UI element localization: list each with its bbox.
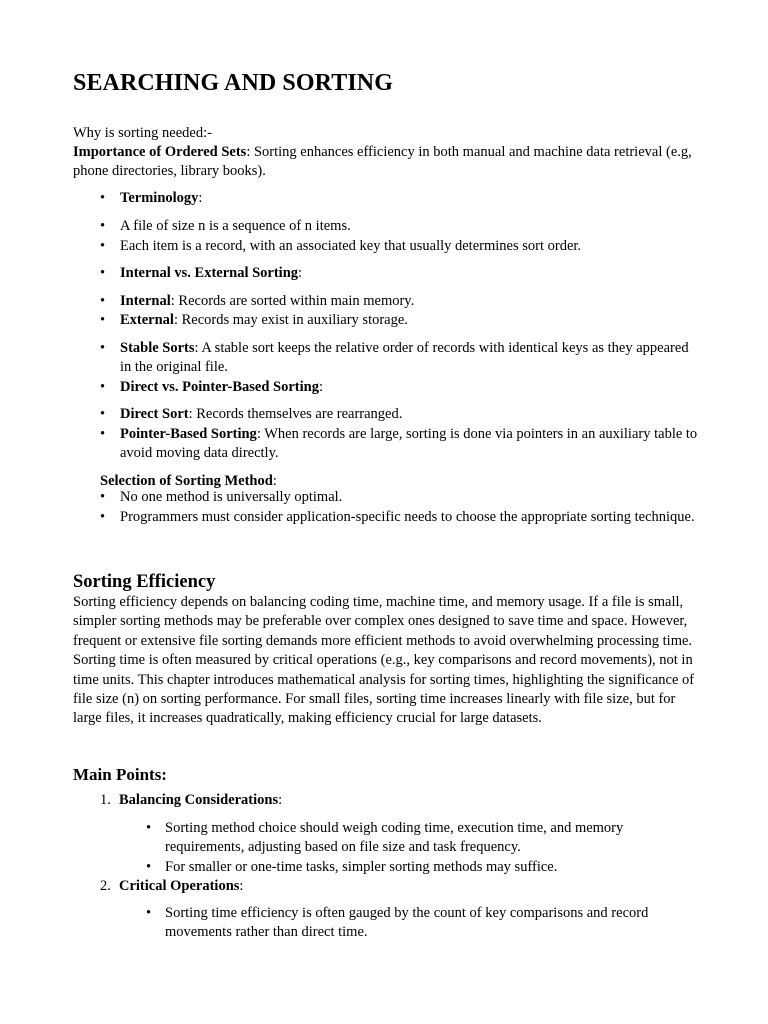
main-points-heading: Main Points: (73, 765, 167, 784)
terminology-label: Terminology (120, 190, 199, 206)
main-point-1-colon: : (278, 792, 283, 808)
main-point-2-number: 2. (100, 878, 111, 894)
direct-text: : Records themselves are rearranged. (188, 406, 403, 422)
bullet-icon: • (100, 218, 106, 234)
sel-item2-text: Programmers must consider application-specific needs to choose the appropriate sorting technique. (120, 509, 695, 525)
bullet-icon: • (100, 340, 106, 356)
bullet-icon: • (100, 312, 106, 328)
main-point-2-label: Critical Operations (119, 878, 240, 894)
dp-label: Direct vs. Pointer-Based Sorting (120, 379, 319, 395)
bullet-icon: • (146, 820, 152, 836)
bullet-icon: • (100, 379, 106, 395)
dp-colon: : (318, 379, 323, 395)
external-label: External (120, 312, 174, 328)
selection-label: Selection of Sorting Method (100, 473, 273, 489)
bullet-icon: • (100, 406, 106, 422)
bullet-icon: • (100, 265, 106, 281)
terminology-colon: : (198, 190, 203, 206)
ie-label: Internal vs. External Sorting (120, 265, 299, 281)
bullet-icon: • (146, 859, 152, 875)
page-title: SEARCHING AND SORTING (73, 70, 393, 96)
pointer-text: : When records are large, sorting is done via pointers in an auxiliary table to avoid moving data directly. (120, 426, 698, 462)
main-point-2-sub1-text: Sorting time efficiency is often gauged by the count of key comparisons and record movements rather than direct time. (165, 905, 649, 941)
bullet-icon: • (100, 190, 106, 206)
stable-text: : A stable sort keeps the relative order of records with identical keys as they appeared in the original file. (120, 340, 689, 376)
efficiency-body: Sorting efficiency depends on balancing coding time, machine time, and memory usage. If a file is small, simpler sorting methods may be preferable over complex ones designed to save time and space. However, frequent or extensive file sorting demands more efficient methods to avoid overwhelming processing time. Sorting time is often measured by critical operations (e.g., key comparisons and record movements), not in time units. This chapter introduces mathematical analysis for sorting times, highlighting the significance of file size (n) on sorting performance. For small files, sorting time increases linearly with file size, but for large files, it increases quadratically, making efficiency crucial for large datasets. (73, 594, 695, 727)
bullet-icon: • (100, 489, 106, 505)
importance-label: Importance of Ordered Sets (73, 144, 247, 160)
sel-item1-text: No one method is universally optimal. (120, 489, 343, 505)
main-point-1-number: 1. (100, 792, 111, 808)
intro-why: Why is sorting needed:- (73, 125, 212, 141)
importance-text: : Sorting enhances efficiency in both manual and machine data retrieval (e.g, phone directories, library books). (73, 144, 692, 180)
bullet-icon: • (100, 293, 106, 309)
direct-label: Direct Sort (120, 406, 189, 422)
internal-label: Internal (120, 293, 171, 309)
ie-colon: : (298, 265, 303, 281)
internal-text: : Records are sorted within main memory. (170, 293, 415, 309)
external-text: : Records may exist in auxiliary storage. (173, 312, 408, 328)
bullet-icon: • (100, 509, 106, 525)
stable-label: Stable Sorts (120, 340, 195, 356)
selection-colon: : (272, 473, 277, 489)
pointer-label: Pointer-Based Sorting (120, 426, 257, 442)
main-point-1-sub2-text: For smaller or one-time tasks, simpler sorting methods may suffice. (165, 859, 558, 875)
main-point-1-sub1-text: Sorting method choice should weigh coding time, execution time, and memory requirements, adjusting based on file size and task frequency. (165, 820, 624, 856)
bullet-icon: • (146, 905, 152, 921)
bullet-icon: • (100, 426, 106, 442)
bullet-icon: • (100, 238, 106, 254)
main-point-2-colon: : (239, 878, 244, 894)
term-item1-text: A file of size n is a sequence of n items. (120, 218, 351, 234)
main-point-1-label: Balancing Considerations (119, 792, 279, 808)
term-item2-text: Each item is a record, with an associated key that usually determines sort order. (120, 238, 582, 254)
efficiency-heading: Sorting Efficiency (73, 572, 216, 592)
intro-importance (73, 143, 703, 182)
